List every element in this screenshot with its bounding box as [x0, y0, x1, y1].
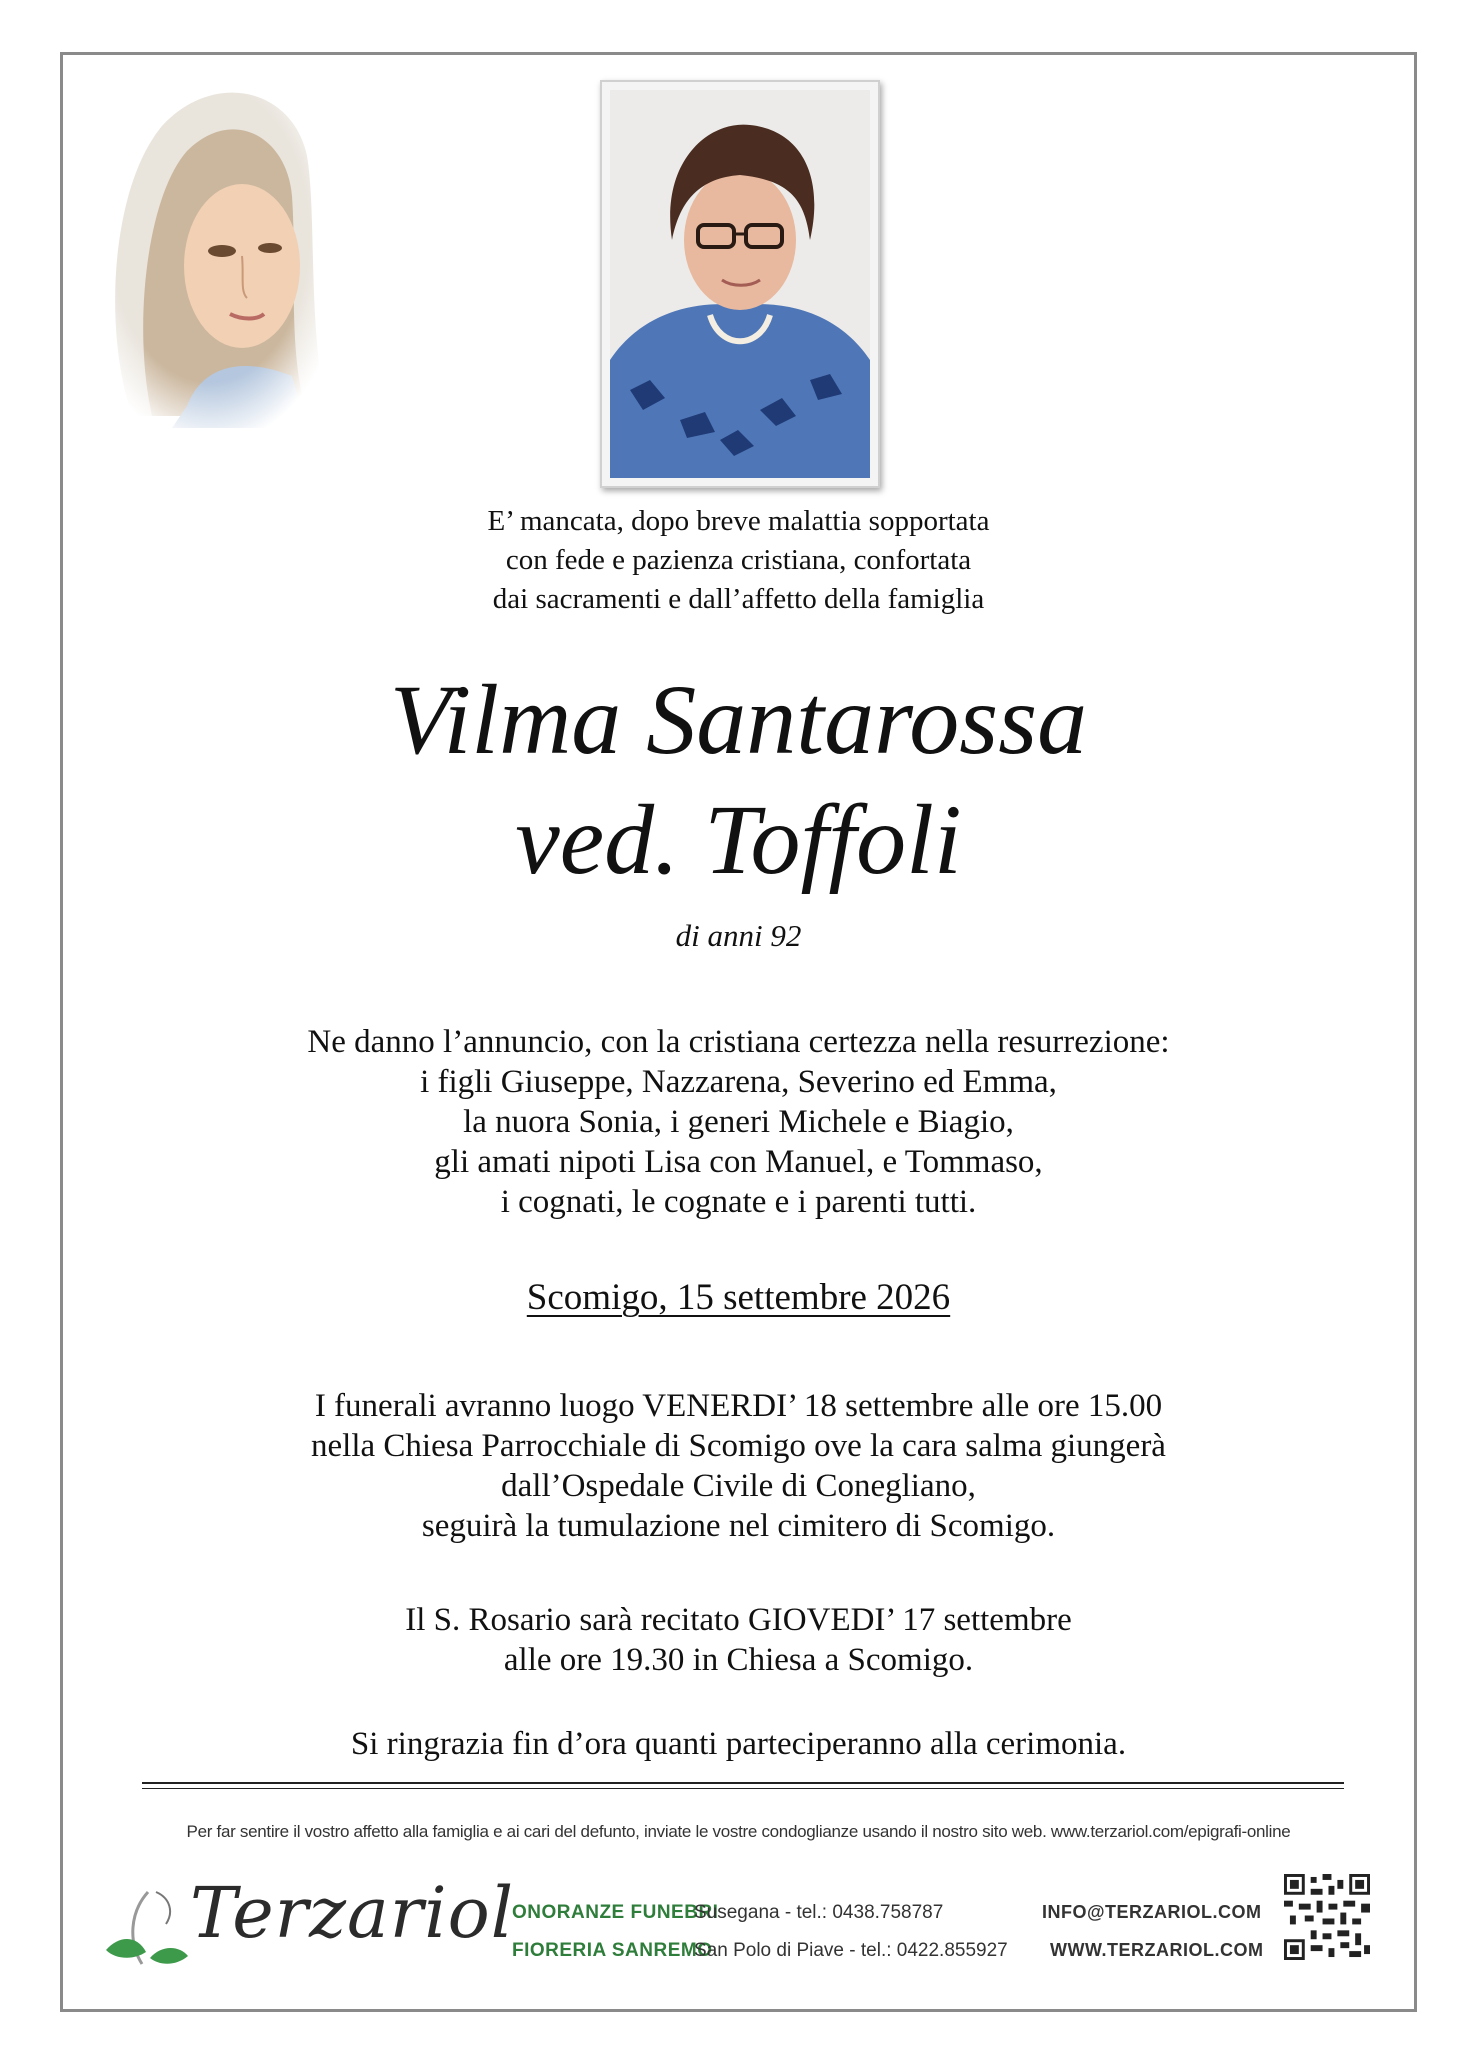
funeral-line: dall’Ospedale Civile di Conegliano,	[501, 1468, 976, 1504]
place-date	[60, 1276, 1417, 1319]
funeral-line: nella Chiesa Parrocchiale di Scomigo ove la cara salma giungerà	[311, 1428, 1166, 1464]
address-san-polo: San Polo di Piave - tel.: 0422.855927	[694, 1940, 1008, 1961]
divider	[142, 1788, 1344, 1789]
deceased-age: di anni 92	[675, 918, 802, 953]
company-funeral: ONORANZE FUNEBRI	[512, 1902, 719, 1923]
madonna-image	[92, 76, 328, 428]
funeral-line: I funerali avranno luogo VENERDI’ 18 settembre alle ore 15.00	[314, 1388, 1163, 1424]
condolence-notice: Per far sentire il vostro affetto alla famiglia e ai cari del defunto, inviate le vostre condoglianze usando il nostro sito web. www.terzariol.com/epigrafi-online	[186, 1822, 1291, 1841]
intro-line: con fede e pazienza cristiana, confortata	[505, 544, 972, 576]
rosary-info	[60, 1600, 1417, 1680]
company-florist: FIORERIA SANREMO	[512, 1940, 713, 1961]
deceased-name	[60, 660, 1417, 900]
address-susegana: Susegana - tel.: 0438.758787	[694, 1902, 944, 1923]
announcement-line: gli amati nipoti Lisa con Manuel, e Tommaso,	[434, 1144, 1043, 1180]
rosary-line: alle ore 19.30 in Chiesa a Scomigo.	[503, 1642, 974, 1678]
intro-line: E’ mancata, dopo breve malattia sopportata	[487, 505, 990, 537]
place-date-text: Scomigo, 15 settembre 2026	[526, 1277, 951, 1318]
funeral-info	[60, 1386, 1417, 1546]
rosary-line: Il S. Rosario sarà recitato GIOVEDI’ 17 settembre	[405, 1602, 1072, 1638]
thanks-text: Si ringrazia fin d’ora quanti parteciperanno alla cerimonia.	[350, 1726, 1127, 1762]
qr-code-icon[interactable]	[1284, 1874, 1370, 1960]
brand-name: Terzariol	[190, 1872, 515, 1954]
intro-text	[60, 502, 1417, 619]
announcement	[60, 1022, 1417, 1222]
email-link[interactable]: INFO@TERZARIOL.COM	[1042, 1902, 1262, 1922]
announcement-line: la nuora Sonia, i generi Michele e Biagio,	[463, 1104, 1014, 1140]
announcement-line: i figli Giuseppe, Nazzarena, Severino ed Emma,	[420, 1064, 1057, 1100]
portrait-photo	[600, 80, 880, 488]
intro-line: dai sacramenti e dall’affetto della famiglia	[492, 583, 985, 615]
website-link[interactable]: WWW.TERZARIOL.COM	[1050, 1940, 1264, 1960]
name-line-2: ved. Toffoli	[515, 784, 962, 895]
funeral-line: seguirà la tumulazione nel cimitero di Scomigo.	[421, 1508, 1056, 1544]
announcement-line: Ne danno l’annuncio, con la cristiana certezza nella resurrezione:	[307, 1024, 1170, 1060]
divider	[142, 1782, 1344, 1784]
announcement-line: i cognati, le cognate e i parenti tutti.	[500, 1184, 977, 1220]
name-line-1: Vilma Santarossa	[389, 664, 1088, 775]
